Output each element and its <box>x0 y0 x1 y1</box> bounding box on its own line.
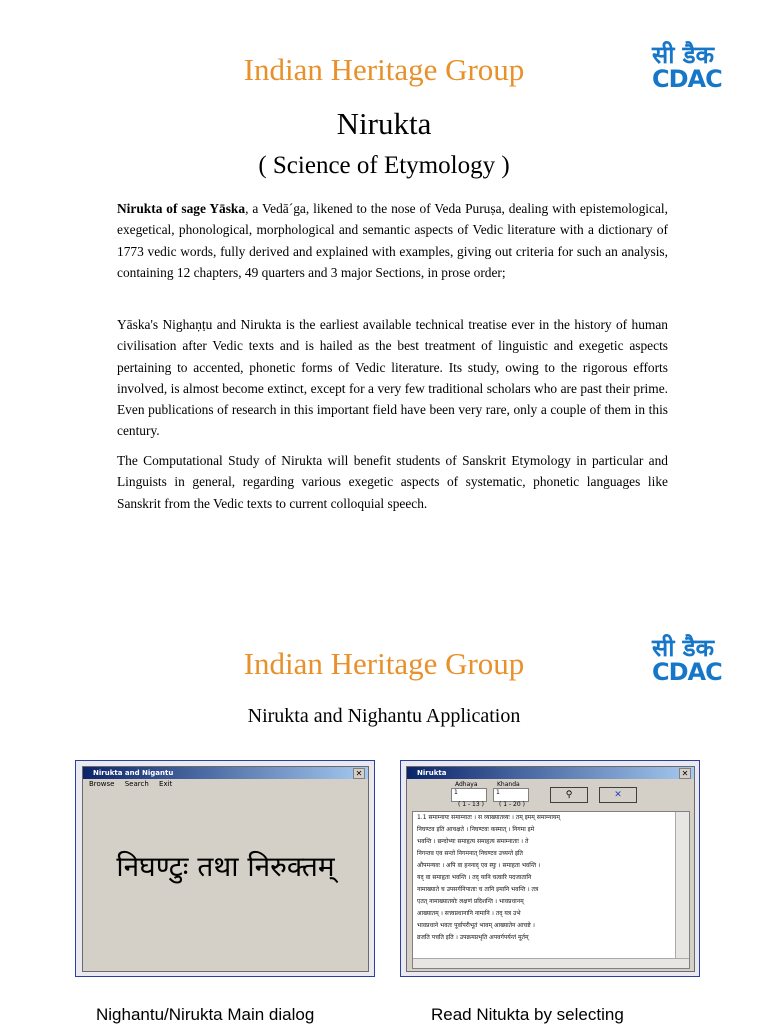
adhyaya-label: Adhaya <box>455 781 478 788</box>
cdac-logo-english-2: CDAC <box>652 658 722 686</box>
paragraph-1 <box>117 198 668 283</box>
khanda-label: Khanda <box>497 781 520 788</box>
screenshot-main-dialog <box>75 760 375 977</box>
text-line: एतत् नामाख्यातयोः लक्षणं प्रदिशन्ति । भावप्रधानम् <box>417 898 524 905</box>
khanda-value: 1 <box>496 789 500 796</box>
text-line: निघण्टव इति आचक्षते । निघण्टवः कस्मात् । निगमा इमे <box>417 826 535 833</box>
vertical-scrollbar[interactable] <box>675 812 689 958</box>
text-line: निगन्तव एव सन्तो निगमनात् निघण्टव उच्यन्ते इति <box>417 850 523 857</box>
page-subtitle: ( Science of Etymology ) <box>258 152 510 179</box>
cancel-icon[interactable]: ✕ <box>599 787 637 803</box>
cdac-logo-english: CDAC <box>652 65 722 93</box>
adhyaya-value: 1 <box>454 789 458 796</box>
heading-indian-heritage-group-2: Indian Heritage Group <box>243 646 525 681</box>
cdac-logo-2 <box>652 635 728 685</box>
adhyaya-spinner[interactable] <box>451 788 487 802</box>
close-icon-2[interactable]: ✕ <box>679 768 691 779</box>
khanda-spinner[interactable] <box>493 788 529 802</box>
text-line: 1.1 समाम्नायः समाम्नातः । स व्याख्यातव्यः । तम् इमम् समाम्नायम् <box>417 814 560 821</box>
binoculars-icon[interactable]: ⚲ <box>550 787 588 803</box>
main-dialog-menubar <box>83 779 368 790</box>
text-line: भवन्ति । छन्दोभ्यः समाहृत्य समाहृत्य समाम्नाताः । ते <box>417 838 529 845</box>
nirukta-titlebar <box>407 767 694 779</box>
nighantu-nirukta-text: निघण्टुः तथा निरुक्तम् <box>116 850 335 883</box>
paragraph-3: The Computational Study of Nirukta will benefit students of Sanskrit Etymology in particular and Linguists in general, regarding various exegetic aspects of systematic, phonetic languages like Sanskrit from the Vedic texts to current colloquial speech. <box>117 453 668 511</box>
paragraph-1-text: , a Vedā´ga, likened to the nose of Veda Puruṣa, dealing with epistemological, exegetical, phonological, morphological and semantic aspects of Vedic literature with a dictionary of 1773 vedic words, fully derived and explained with examples, giving out criteria for such an analysis, containing 12 chapters, 49 quarters and 3 major Sections, in prose order; <box>117 201 668 280</box>
text-line: नामाख्याते च उपसर्गनिपाताः च तानि इमानि भवन्ति । तत्र <box>417 886 539 893</box>
nirukta-window-title: Nirukta <box>417 769 447 777</box>
page-title: Nirukta <box>336 106 432 141</box>
caption-read-nirukta: Read Nitukta by selecting <box>431 1005 624 1024</box>
text-line: औपमन्यवः । अपि वा हननाद् एव स्युः । समाहता भवन्ति । <box>417 862 541 869</box>
text-line: आख्यातम् । सत्त्वप्रधानानि नामानि । तद् यत्र उभे <box>417 910 521 917</box>
caption-main-dialog: Nighantu/Nirukta Main dialog <box>96 1005 315 1024</box>
screenshot-read-nirukta <box>400 760 700 977</box>
paragraph-2: Yāska's Nighaṇṭu and Nirukta is the earliest available technical treatise ever in the history of human civilisation after Vedic texts and is hailed as the best treatment of linguistic and exegetic aspects pertaining to accented, phonetic forms of Vedic literature. Its study, owing to the rigorous efforts involved, is almost become extinct, except for a very few traditional scholars who are past their prime. Even publications of research in this important field have been very rare, only a couple of them in this century. <box>117 317 668 439</box>
horizontal-scrollbar[interactable] <box>413 958 689 968</box>
main-dialog-window <box>82 766 369 972</box>
text-line: व्रजति पचति इति । उपक्रमप्रभृति अपवर्गपर्यन्तं मूर्तम् <box>417 934 529 941</box>
paragraph-1-bold: Nirukta of sage Yāska <box>117 201 246 216</box>
nirukta-window <box>406 766 695 972</box>
menu-browse[interactable]: Browse <box>89 780 115 788</box>
menu-exit[interactable]: Exit <box>159 780 173 788</box>
cdac-logo <box>652 42 728 92</box>
text-line: यद् वा समाहृता भवन्ति । तद् यानि चत्वारि पदजातानि <box>417 874 532 881</box>
nirukta-text-area[interactable] <box>412 811 690 969</box>
application-title: Nirukta and Nighantu Application <box>247 705 521 727</box>
menu-search[interactable]: Search <box>124 780 149 788</box>
main-dialog-titlebar <box>83 767 368 779</box>
heading-indian-heritage-group: Indian Heritage Group <box>243 52 525 87</box>
khanda-range: ( 1 - 20 ) <box>499 801 525 808</box>
adhyaya-range: ( 1 - 13 ) <box>458 801 484 808</box>
text-line: भावप्रधाने भवतः पूर्वापरीभूतं भावम् आख्यातेन आचष्टे । <box>417 922 535 929</box>
main-dialog-title: Nirukta and Nigantu <box>93 769 174 777</box>
cdac-logo-hindi-2: सी डैक <box>652 634 715 662</box>
close-icon[interactable]: ✕ <box>353 768 365 779</box>
cdac-logo-hindi: सी डैक <box>652 41 715 69</box>
